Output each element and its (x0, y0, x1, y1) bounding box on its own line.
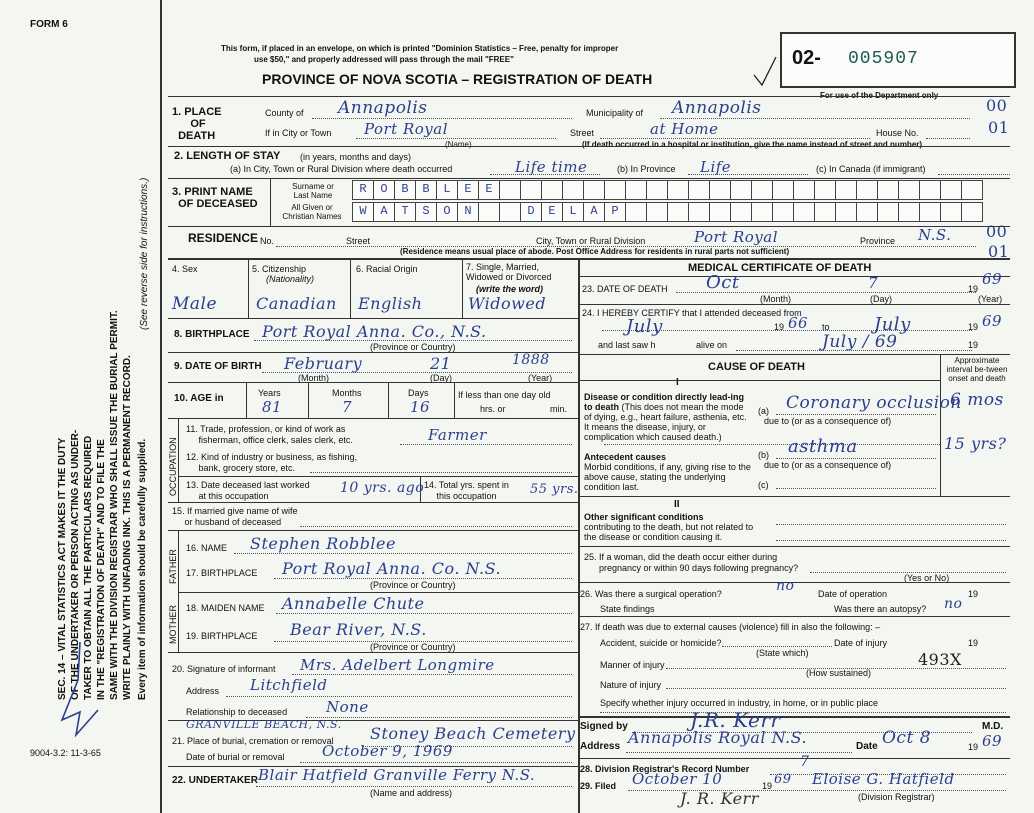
autopsy-label: Was there an autopsy? (834, 604, 927, 614)
form-title: PROVINCE OF NOVA SCOTIA – REGISTRATION OF DEATH (262, 71, 653, 87)
surname-letter-box (625, 180, 647, 200)
side-instruction-5: SAME WITH THE DIVISION REGISTRAR WHO SHALL ISSUE THE BURIAL PERMIT. (109, 310, 120, 700)
given-name-letter-box: E (541, 202, 563, 222)
marital-hint: (write the word) (476, 284, 543, 294)
registrar-signature: Eloise G. Hatfield (812, 770, 955, 788)
dept-code-1: 00 (986, 96, 1008, 115)
given-name-letter-box (919, 202, 941, 222)
given-name-letter-box: D (520, 202, 542, 222)
death-year-hint: (Year) (978, 294, 1003, 304)
antecedent-hint: Morbid conditions, if any, giving rise to the above cause, stating the underlying condition last. (584, 462, 751, 492)
given-name-letter-box (856, 202, 878, 222)
total-years-value: 55 yrs. (530, 482, 579, 497)
print-name-label: 3. PRINT NAME OF DECEASED (172, 186, 258, 210)
attended-to-label: to (822, 322, 830, 332)
operation-date-prefix: 19 (968, 589, 979, 599)
age-years-value: 81 (262, 398, 283, 416)
informant-signature: Mrs. Adelbert Longmire (300, 656, 495, 674)
burial-date-label: Date of burial or removal (186, 752, 285, 762)
surgical-operation-label: 26. Was there a surgical operation? (580, 589, 722, 599)
manner-of-injury-label: Manner of injury (600, 660, 665, 670)
surname-letter-box (856, 180, 878, 200)
residence-label: RESIDENCE (188, 231, 259, 245)
mailing-notice-2: use $50," and properly addressed will pass through the mail "FREE" (254, 55, 514, 64)
death-month-hint: (Month) (760, 294, 792, 304)
accident-label: Accident, suicide or homicide? (600, 638, 722, 648)
occupation-q12: 12. Kind of industry or business, as fishing, bank, grocery store, etc. (186, 452, 358, 473)
physician-address-label: Address (580, 741, 621, 752)
surname-letter-box (541, 180, 563, 200)
registration-number: 005907 (848, 49, 919, 69)
dept-code-2: 01 (988, 118, 1010, 137)
alive-on-label: alive on (696, 340, 728, 350)
occupation-q11: 11. Trade, profession, or kind of work as fisherman, office clerk, sales clerk, etc. (186, 424, 353, 445)
surname-letter-box (772, 180, 794, 200)
citizenship-value: Canadian (256, 294, 337, 313)
surname-label: Surname or Last Name (292, 182, 334, 200)
length-of-stay-label: 2. LENGTH OF STAY (174, 150, 281, 162)
last-worked-value: 10 yrs. ago (340, 480, 425, 496)
header-check-mark (752, 55, 778, 89)
hrs-label: hrs. or (480, 404, 506, 414)
given-name-letter-box (688, 202, 710, 222)
surname-letter-box (814, 180, 836, 200)
side-instruction-3: TAKER TO OBTAIN ALL THE PARTICULARS REQUIRED (83, 435, 94, 700)
physician-date-label: Date (856, 741, 878, 752)
side-instruction-8: (See reverse side for instructions.) (139, 177, 150, 330)
stay-a-label: (a) In City, Town or Rural Division where death occurred (230, 164, 453, 174)
surname-letter-box (646, 180, 668, 200)
mother-birthplace-label: 19. BIRTHPLACE (186, 631, 258, 641)
surname-letter-box (751, 180, 773, 200)
signed-by-label: Signed by (580, 721, 628, 732)
registration-prefix: 02- (792, 47, 821, 69)
surname-letter-box: B (415, 180, 437, 200)
side-instruction-1: SEC. 14 – VITAL STATISTICS ACT MAKES IT THE DUTY (57, 437, 68, 700)
side-instruction-7: Every item of information should be carefully supplied. (137, 438, 148, 700)
filed-value: October 10 (632, 770, 723, 788)
cause-b-label: (b) (758, 450, 769, 460)
birthplace-hint: (Province or Country) (370, 342, 456, 352)
stay-b-label: (b) In Province (617, 164, 676, 174)
section-ii-label: II (674, 499, 680, 510)
age-days-value: 16 (410, 398, 431, 416)
external-causes-label: 27. If death was due to external causes (violence) fill in also the following: – (580, 622, 881, 632)
surname-letter-box: E (457, 180, 479, 200)
nature-of-injury-label: Nature of injury (600, 680, 662, 690)
age-label: 10. AGE in (174, 393, 224, 404)
given-name-letter-box: L (562, 202, 584, 222)
cause-of-death-title: CAUSE OF DEATH (708, 361, 805, 373)
municipality-value: Annapolis (672, 98, 762, 118)
surname-letter-box (688, 180, 710, 200)
surname-letter-box (604, 180, 626, 200)
given-name-letter-box: W (352, 202, 374, 222)
given-name-letter-box (499, 202, 521, 222)
side-instruction-6: WRITE PLAINLY WITH UNFADING INK. THIS IS A PERMANENT RECORD. (122, 355, 133, 700)
burial-place-label: 21. Place of burial, cremation or removal (172, 736, 334, 746)
given-name-letter-box (961, 202, 983, 222)
filed-year: 69 (774, 772, 792, 787)
surgical-operation-value: no (776, 578, 795, 594)
stay-a-value: Life time (515, 158, 588, 176)
registrar-record-value: 7 (800, 754, 810, 770)
occupation-q13: 13. Date deceased last worked at this occupation (186, 480, 310, 501)
physician-date-prefix: 19 (968, 742, 979, 752)
residence-province-value: N.S. (918, 226, 952, 244)
age-months-label: Months (332, 388, 362, 398)
residence-city-label: City, Town or Rural Division (536, 236, 646, 246)
spouse-label: 15. If married give name of wife or husband of deceased (172, 506, 298, 527)
city-name-hint: (Name) (445, 140, 472, 149)
house-label: House No. (876, 128, 919, 138)
given-name-letter-box (793, 202, 815, 222)
signed-by-value: J.R. Kerr (690, 708, 781, 732)
cause-c-label: (c) (758, 480, 769, 490)
father-name-label: 16. NAME (186, 543, 228, 553)
min-label: min. (550, 404, 568, 414)
informant-address-value: Litchfield (250, 676, 328, 694)
residence-no-label: No. (260, 236, 275, 246)
form-number: FORM 6 (30, 19, 68, 30)
county-value: Annapolis (338, 98, 428, 118)
cause-b-value: asthma (788, 436, 858, 457)
surname-letter-box (919, 180, 941, 200)
stay-b-value: Life (700, 158, 732, 176)
dob-month: February (284, 354, 363, 373)
autopsy-value: no (944, 596, 963, 612)
surname-letter-box: O (373, 180, 395, 200)
city-value: Port Royal (364, 120, 449, 138)
given-name-letter-box (646, 202, 668, 222)
injury-date-label: Date of injury (834, 638, 888, 648)
dob-label: 9. DATE OF BIRTH (174, 361, 262, 372)
dept-code-3: 00 (986, 222, 1008, 241)
surname-letter-box (793, 180, 815, 200)
cause-a-interval: 6 mos (950, 390, 1004, 410)
father-birthplace-hint: (Province or Country) (370, 580, 456, 590)
racial-origin-label: 6. Racial Origin (356, 264, 418, 274)
birthplace-label: 8. BIRTHPLACE (174, 329, 250, 340)
date-of-death-label: 23. DATE OF DEATH (582, 284, 668, 294)
mailing-notice-1: This form, if placed in an envelope, on which is printed "Dominion Statistics – Free, penalty for improper (221, 44, 619, 53)
how-sustained-hint: (How sustained) (806, 668, 872, 678)
last-saw-year-prefix: 19 (968, 340, 979, 350)
registration-number-box (780, 32, 1016, 88)
yes-no-hint: (Yes or No) (904, 573, 950, 583)
undertaker-label: 22. UNDERTAKER (172, 775, 258, 786)
dept-use-label: For use of the Department only (820, 91, 939, 100)
surname-letter-box (835, 180, 857, 200)
informant-label: 20. Signature of informant (172, 664, 276, 674)
attended-to-year: 69 (982, 312, 1003, 330)
filed-label: 29. Filed (580, 781, 617, 791)
marital-value: Widowed (468, 294, 547, 313)
given-name-letter-box: N (457, 202, 479, 222)
surname-letter-box: B (394, 180, 416, 200)
given-name-letter-box: T (394, 202, 416, 222)
medical-certificate-title: MEDICAL CERTIFICATE OF DEATH (688, 262, 872, 274)
dob-day: 21 (430, 354, 452, 373)
surname-letter-box (562, 180, 584, 200)
surname-letter-box (730, 180, 752, 200)
attended-from-month: July (626, 316, 663, 337)
given-name-letter-box: O (436, 202, 458, 222)
surname-letter-box (877, 180, 899, 200)
attended-label: 24. I HEREBY CERTIFY that I attended deceased from (582, 308, 802, 318)
section-i-label: I (676, 377, 679, 388)
father-birthplace-value: Port Royal Anna. Co. N.S. (282, 559, 502, 578)
other-conditions-label: Other significant conditions (584, 512, 704, 522)
surname-letter-box: L (436, 180, 458, 200)
father-birthplace-label: 17. BIRTHPLACE (186, 568, 258, 578)
occupation-value: Farmer (428, 426, 487, 444)
surname-letter-box (520, 180, 542, 200)
burial-place-top: GRANVILLE BEACH, N.S. (186, 718, 342, 731)
due-to-label-1: due to (or as a consequence of) (764, 416, 892, 426)
given-name-letter-box (751, 202, 773, 222)
less-than-day-label: If less than one day old (458, 390, 551, 400)
given-name-letter-box (730, 202, 752, 222)
attended-from-prefix: 19 (774, 322, 785, 332)
surname-letter-box (583, 180, 605, 200)
other-conditions-hint: contributing to the death, but not related to the disease or condition causing it. (584, 522, 754, 542)
burial-date-value: October 9, 1969 (322, 742, 453, 760)
place-of-death-label: 1. PLACE OF DEATH (172, 106, 222, 142)
form-code: 9004-3.2: 11-3-65 (30, 748, 101, 758)
residence-province-label: Province (860, 236, 896, 246)
dob-year-hint: (Year) (528, 373, 553, 383)
given-name-letter-box (667, 202, 689, 222)
dob-year: 1888 (512, 352, 550, 368)
occupation-side-label: OCCUPATION (168, 437, 178, 496)
surname-letter-box (940, 180, 962, 200)
street-value: at Home (650, 120, 719, 138)
cause-b-interval: 15 yrs? (944, 434, 1007, 453)
undertaker-hint: (Name and address) (370, 788, 453, 798)
death-year-prefix: 19 (968, 284, 979, 294)
cause-a-value: Coronary occlusion (786, 393, 962, 413)
residence-note: (Residence means usual place of abode. Post Office Address for residents in rural parts not sufficient) (400, 247, 790, 256)
surname-letter-box (709, 180, 731, 200)
injury-date-prefix: 19 (968, 638, 979, 648)
marital-label: 7. Single, Married, Widowed or Divorced (466, 262, 552, 282)
physician-date-year: 69 (982, 732, 1003, 750)
direct-cause-label: Disease or condition directly lead-ing to death (This does not mean the mode of dying, e.g., heart failure, asthenia, etc. It means the disease, injury, or complication which caused death.) (584, 392, 747, 442)
attended-to-prefix: 19 (968, 322, 979, 332)
death-day-hint: (Day) (870, 294, 892, 304)
given-name-letter-box (877, 202, 899, 222)
mother-birthplace-value: Bear River, N.S. (290, 620, 427, 639)
state-findings-label: State findings (600, 604, 655, 614)
margin-check-mark (50, 640, 110, 740)
given-name-letter-box (814, 202, 836, 222)
dob-day-hint: (Day) (430, 373, 452, 383)
sex-label: 4. Sex (172, 264, 198, 274)
municipality-label: Municipality of (586, 108, 644, 118)
last-saw-label: and last saw h (598, 340, 656, 350)
physician-address-value: Annapolis Royal N.S. (628, 728, 808, 747)
undertaker-value: Blair Hatfield Granville Ferry N.S. (258, 766, 536, 784)
antecedent-label: Antecedent causes (584, 452, 667, 462)
side-instruction-4: IN THE "REGISTRATION OF DEATH" AND TO FILE THE (96, 439, 107, 700)
mother-birthplace-hint: (Province or Country) (370, 642, 456, 652)
given-name-letter-box (478, 202, 500, 222)
given-name-letter-box: P (604, 202, 626, 222)
racial-origin-value: English (358, 294, 423, 313)
interval-header: Approximate interval be-tween onset and death (946, 356, 1008, 383)
residence-street-label: Street (346, 236, 371, 246)
attended-from-year: 66 (788, 314, 809, 332)
informant-address-label: Address (186, 686, 220, 696)
surname-letter-box (961, 180, 983, 200)
physician-date-value: Oct 8 (882, 728, 932, 748)
citizenship-hint: (Nationality) (266, 274, 315, 284)
death-day: 7 (868, 274, 879, 292)
manner-of-injury-value: 493X (918, 650, 962, 669)
operation-date-label: Date of operation (818, 589, 888, 599)
burial-place-value: Stoney Beach Cemetery (370, 724, 576, 743)
citizenship-label: 5. Citizenship (252, 264, 307, 274)
given-name-letter-box (772, 202, 794, 222)
given-name-letter-box: A (373, 202, 395, 222)
surname-letter-box (499, 180, 521, 200)
injury-location-label: Specify whether injury occurred in industry, in home, or in public place (600, 698, 878, 708)
surname-letter-box (667, 180, 689, 200)
residence-city-value: Port Royal (694, 228, 779, 246)
surname-letter-box: E (478, 180, 500, 200)
father-name-value: Stephen Robblee (250, 534, 396, 553)
stay-hint: (in years, months and days) (300, 152, 412, 162)
father-side-label: FATHER (168, 549, 178, 584)
occupation-q14: 14. Total yrs. spent in this occupation (424, 480, 509, 501)
sex-value: Male (172, 294, 218, 314)
city-label: If in City or Town (265, 128, 332, 138)
given-name-letter-box (625, 202, 647, 222)
side-instruction-2: OF THE UNDERTAKER OR PERSON ACTING AS UNDER- (70, 429, 81, 700)
mother-maiden-name-value: Annabelle Chute (282, 594, 425, 613)
registrar-record-label: 28. Division Registrar's Record Number (580, 764, 750, 774)
surname-letter-box (898, 180, 920, 200)
relationship-value: None (326, 698, 369, 716)
filed-year-prefix: 19 (762, 781, 773, 791)
age-years-label: Years (258, 388, 281, 398)
county-label: County of (265, 108, 304, 118)
age-months-value: 7 (342, 398, 353, 416)
given-name-letter-box (709, 202, 731, 222)
mother-side-label: MOTHER (168, 605, 178, 644)
hospital-note: (If death occurred in a hospital or institution, give the name instead of street and number) (582, 140, 923, 149)
given-name-letter-box (835, 202, 857, 222)
age-days-label: Days (408, 388, 429, 398)
md-label: M.D. (982, 721, 1004, 732)
death-year: 69 (982, 270, 1003, 288)
relationship-label: Relationship to deceased (186, 707, 288, 717)
pregnancy-question: 25. If a woman, did the death occur either during pregnancy or within 90 days following pregnancy? (584, 552, 799, 573)
given-names-label: All Given or Christian Names (282, 203, 342, 221)
given-name-letter-box (940, 202, 962, 222)
dept-code-4: 01 (988, 242, 1010, 261)
registrar-hint: (Division Registrar) (858, 792, 935, 802)
due-to-label-2: due to (or as a consequence of) (764, 460, 892, 470)
given-name-letter-box: S (415, 202, 437, 222)
given-name-letter-box: A (583, 202, 605, 222)
stay-c-label: (c) In Canada (if immigrant) (816, 164, 926, 174)
given-name-letter-box (898, 202, 920, 222)
birthplace-value: Port Royal Anna. Co., N.S. (262, 322, 487, 341)
street-label: Street (570, 128, 595, 138)
cause-a-label: (a) (758, 406, 769, 416)
surname-letter-box: R (352, 180, 374, 200)
bottom-signature: J. R. Kerr (680, 789, 759, 808)
dob-month-hint: (Month) (298, 373, 330, 383)
mother-maiden-name-label: 18. MAIDEN NAME (186, 603, 265, 613)
state-which-hint: (State which) (756, 648, 809, 658)
last-saw-value: July / 69 (822, 332, 898, 352)
death-month: Oct (706, 272, 740, 293)
attended-to-month: July (874, 314, 911, 335)
